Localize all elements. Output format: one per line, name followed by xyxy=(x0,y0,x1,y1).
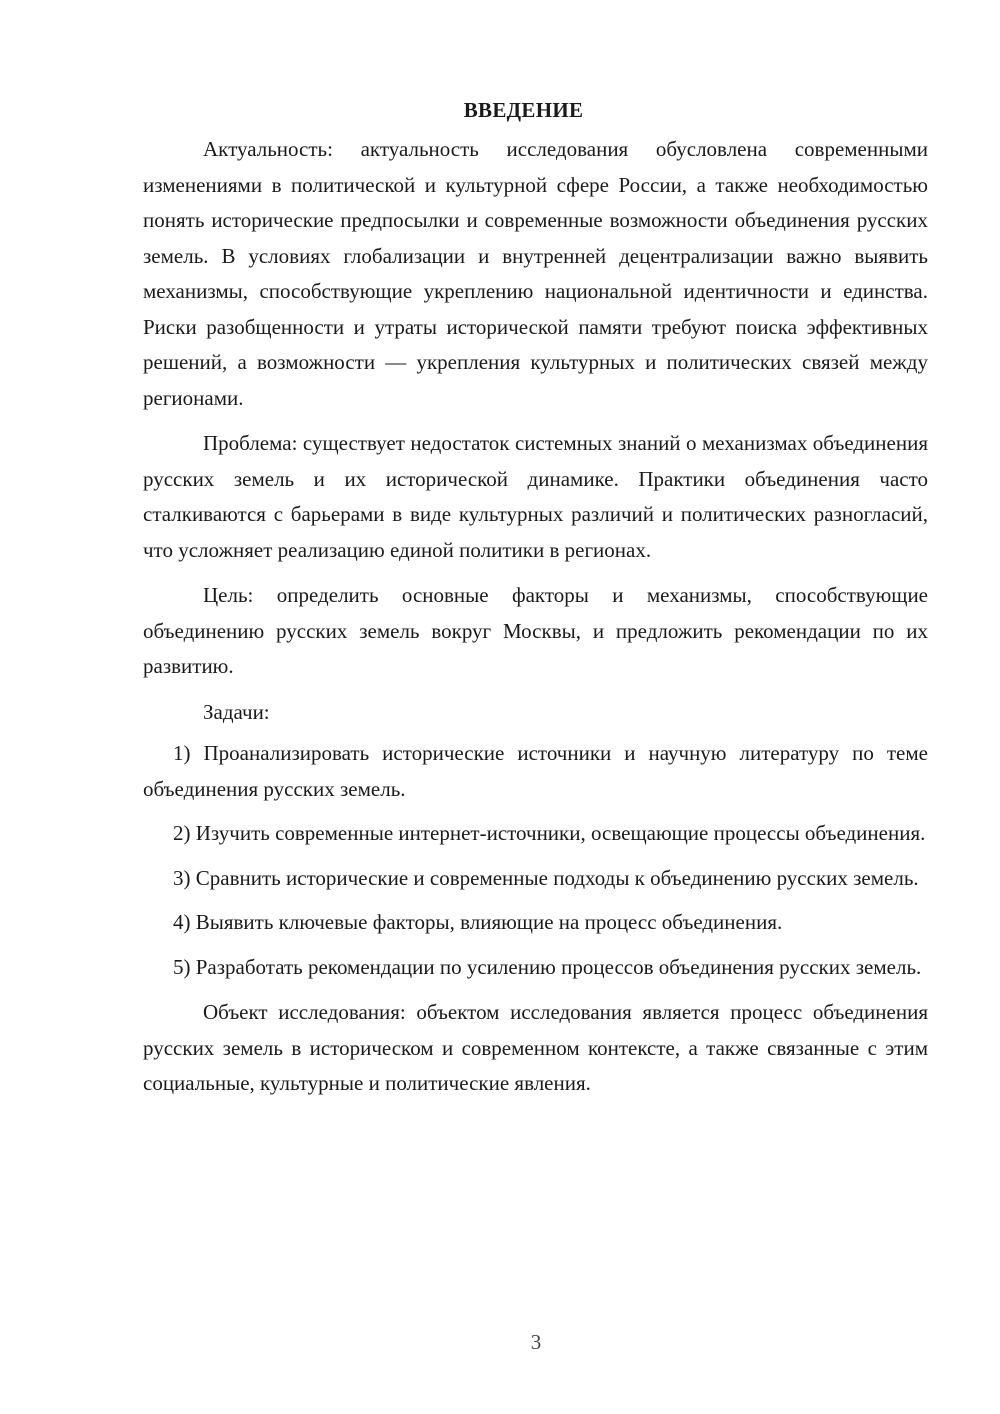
document-page xyxy=(143,92,928,1102)
task-item-5: 5) Разработать рекомендации по усилению процессов объединения русских земель. xyxy=(173,954,922,979)
problem-paragraph: Проблема: существует недостаток системных знаний о механизмах объединения русских земель и их исторической динамике. Практики объединения часто сталкиваются с барьерами в виде культурных различий и политических разногласий, что усложняет реализацию единой политики в регионах. xyxy=(143,431,928,562)
task-item-2: 2) Изучить современные интернет-источники, освещающие процессы объединения. xyxy=(173,821,926,845)
task-item-3: 3) Сравнить исторические и современные подходы к объединению русских земель. xyxy=(173,865,919,890)
goal-paragraph: Цель: определить основные факторы и механизмы, способствующие объединению русских земель вокруг Москвы, и предложить рекомендации по их развитию. xyxy=(143,583,928,678)
relevance-paragraph: Актуальность: актуальность исследования обусловлена современными изменениями в политической и культурной сфере России, а также необходимостью понять исторические предпосылки и современные возможности объединения русских земель. В условиях глобализации и внутренней децентрализации важно выявить механизмы, способствующие укреплению национальной идентичности и единства. Риски разобщенности и утраты исторической памяти требуют поиска эффективных решений, а возможности — укрепления культурных и политических связей между регионами. xyxy=(143,137,928,410)
object-paragraph: Объект исследования: объектом исследования является процесс объединения русских земель в историческом и современном контексте, а также связанные с этим социальные, культурные и политические явления. xyxy=(143,1000,928,1095)
page-title: ВВЕДЕНИЕ xyxy=(463,98,584,122)
page-number: 3 xyxy=(530,1330,542,1354)
task-item-1: 1) Проанализировать исторические источники и научную литературу по теме объединения русских земель. xyxy=(143,741,928,801)
tasks-label: Задачи: xyxy=(203,699,270,724)
tasks-list xyxy=(143,736,928,985)
task-item-4: 4) Выявить ключевые факторы, влияющие на процесс объединения. xyxy=(173,910,783,934)
